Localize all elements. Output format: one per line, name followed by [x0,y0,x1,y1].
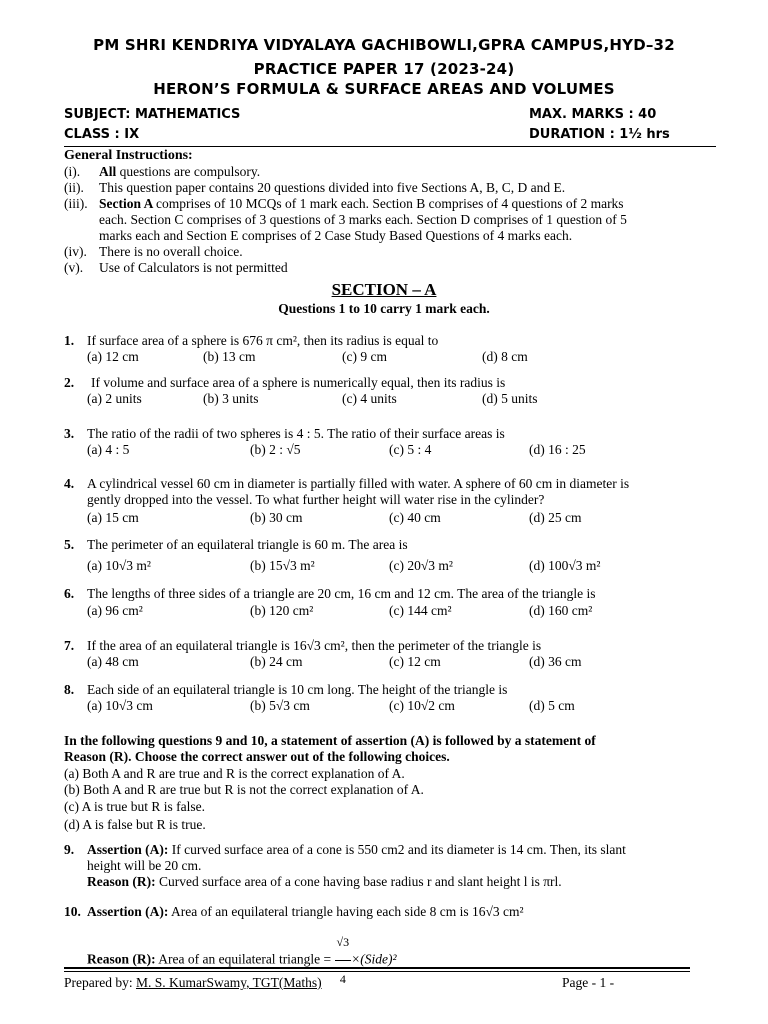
question-number: 7. [64,638,75,653]
question-8-option-b: (b) 5√3 cm [250,698,310,713]
header-divider [64,146,716,147]
max-marks-label: MAX. MARKS : 40 [529,107,657,122]
question-4-text-line2: gently dropped into the vessel. To what further height will water rise in the cylinder? [87,492,545,507]
instruction-num: (iii). [64,196,88,211]
question-6-option-d: (d) 160 cm² [529,603,593,618]
question-7-text: If the area of an equilateral triangle is 16√3 cm², then the perimeter of the triangle is [87,638,542,653]
question-5-option-c: (c) 20√3 m² [389,558,453,573]
question-8-option-a: (a) 10√3 cm [87,698,153,713]
class-label: CLASS : IX [64,127,140,142]
question-8-text: Each side of an equilateral triangle is 10 cm long. The height of the triangle is [87,682,508,697]
assertion-choice-d: (d) A is false but R is true. [64,817,206,832]
question-6-text: The lengths of three sides of a triangle are 20 cm, 16 cm and 12 cm. The area of the triangle is [87,586,596,601]
question-4-option-b: (b) 30 cm [250,510,303,525]
question-8-option-c: (c) 10√2 cm [389,698,455,713]
section-a-subtitle: Questions 1 to 10 carry 1 mark each. [278,301,490,316]
instruction-5: Use of Calculators is not permitted [99,260,288,275]
question-4-option-d: (d) 25 cm [529,510,582,525]
question-3-option-c: (c) 5 : 4 [389,442,432,457]
instruction-2: This question paper contains 20 questions divided into five Sections A, B, C, D and E. [99,180,566,195]
assertion-choice-b: (b) Both A and R are true but R is not the correct explanation of A. [64,782,424,797]
instruction-1: All questions are compulsory. [99,164,261,179]
instructions-title: General Instructions: [64,148,193,163]
question-10-reason: Reason (R): Area of an equilateral triangle = $\frac{√3}{4}$ ×(Side)² [87,924,397,997]
instruction-4: There is no overall choice. [99,244,243,259]
instruction-3-line2: each. Section C comprises of 3 questions of 3 marks each. Section D comprises of 1 question of 5 [99,212,627,227]
paper-title: PRACTICE PAPER 17 (2023-24) [253,60,515,78]
question-7-option-a: (a) 48 cm [87,654,139,669]
question-9-reason: Reason (R): Curved surface area of a cone having base radius r and slant height l is πrl. [87,874,562,889]
question-10-assertion: Assertion (A): Area of an equilateral triangle having each side 8 cm is 16√3 cm² [87,904,524,919]
question-1-option-b: (b) 13 cm [203,349,256,364]
duration-label: DURATION : 1½ hrs [529,127,670,142]
question-8-option-d: (d) 5 cm [529,698,575,713]
question-number: 4. [64,476,75,491]
sqrt3-over-4-fraction: $\frac{√3}{4}$ [335,924,352,997]
question-number: 8. [64,682,75,697]
school-name: PM SHRI KENDRIYA VIDYALAYA GACHIBOWLI,GPRA CAMPUS,HYD–32 [93,36,675,54]
question-3-option-b: (b) 2 : √5 [250,442,301,457]
question-4-text: A cylindrical vessel 60 cm in diameter is partially filled with water. A sphere of 60 cm in diameter is [87,476,630,491]
question-number: 6. [64,586,75,601]
instruction-3-line3: marks each and Section E comprises of 2 Case Study Based Questions of 4 marks each. [99,228,573,243]
question-7-option-d: (d) 36 cm [529,654,582,669]
question-4-option-a: (a) 15 cm [87,510,139,525]
question-2-option-d: (d) 5 units [482,391,538,406]
question-2-option-c: (c) 4 units [342,391,397,406]
assertion-intro-line2: Reason (R). Choose the correct answer out of the following choices. [64,749,450,764]
question-5-text: The perimeter of an equilateral triangle is 60 m. The area is [87,537,408,552]
question-9-assertion: Assertion (A): If curved surface area of a cone is 550 cm2 and its diameter is 14 cm. Then, its slant [87,842,626,857]
question-5-option-b: (b) 15√3 m² [250,558,315,573]
instruction-num: (iv). [64,244,87,259]
question-6-option-a: (a) 96 cm² [87,603,143,618]
footer-divider [64,967,690,969]
question-6-option-c: (c) 144 cm² [389,603,452,618]
section-a-title: SECTION – A [331,280,437,299]
question-number: 3. [64,426,75,441]
assertion-choice-c: (c) A is true but R is false. [64,799,205,814]
instruction-num: (ii). [64,180,84,195]
question-5-option-a: (a) 10√3 m² [87,558,151,573]
question-5-option-d: (d) 100√3 m² [529,558,601,573]
question-3-option-d: (d) 16 : 25 [529,442,586,457]
assertion-choice-a: (a) Both A and R are true and R is the correct explanation of A. [64,766,405,781]
question-1-option-d: (d) 8 cm [482,349,528,364]
question-6-option-b: (b) 120 cm² [250,603,314,618]
question-2-text: If volume and surface area of a sphere is numerically equal, then its radius is [91,375,506,390]
question-9-assertion-line2: height will be 20 cm. [87,858,202,873]
topic-title: HERON’S FORMULA & SURFACE AREAS AND VOLUMES [153,80,615,98]
question-3-option-a: (a) 4 : 5 [87,442,130,457]
instruction-num: (i). [64,164,81,179]
instruction-3: Section A comprises of 10 MCQs of 1 mark each. Section B comprises of 4 questions of 2 marks [99,196,624,211]
footer-divider-thin [64,971,690,972]
question-number: 2. [64,375,75,390]
question-number: 9. [64,842,75,857]
question-1-option-a: (a) 12 cm [87,349,139,364]
question-1-option-c: (c) 9 cm [342,349,387,364]
question-1-text: If surface area of a sphere is 676 π cm², then its radius is equal to [87,333,439,348]
footer-prepared-by: Prepared by: M. S. KumarSwamy, TGT(Maths) [64,975,322,990]
question-7-option-b: (b) 24 cm [250,654,303,669]
question-number: 5. [64,537,75,552]
assertion-intro-line1: In the following questions 9 and 10, a statement of assertion (A) is followed by a statement of [64,733,596,748]
question-3-text: The ratio of the radii of two spheres is 4 : 5. The ratio of their surface areas is [87,426,505,441]
question-7-option-c: (c) 12 cm [389,654,441,669]
question-2-option-b: (b) 3 units [203,391,259,406]
footer-page-number: Page - 1 - [562,975,615,990]
question-4-option-c: (c) 40 cm [389,510,441,525]
subject-label: SUBJECT: MATHEMATICS [64,107,241,122]
question-number: 1. [64,333,75,348]
question-number: 10. [64,904,81,919]
question-2-option-a: (a) 2 units [87,391,142,406]
instruction-num: (v). [64,260,84,275]
